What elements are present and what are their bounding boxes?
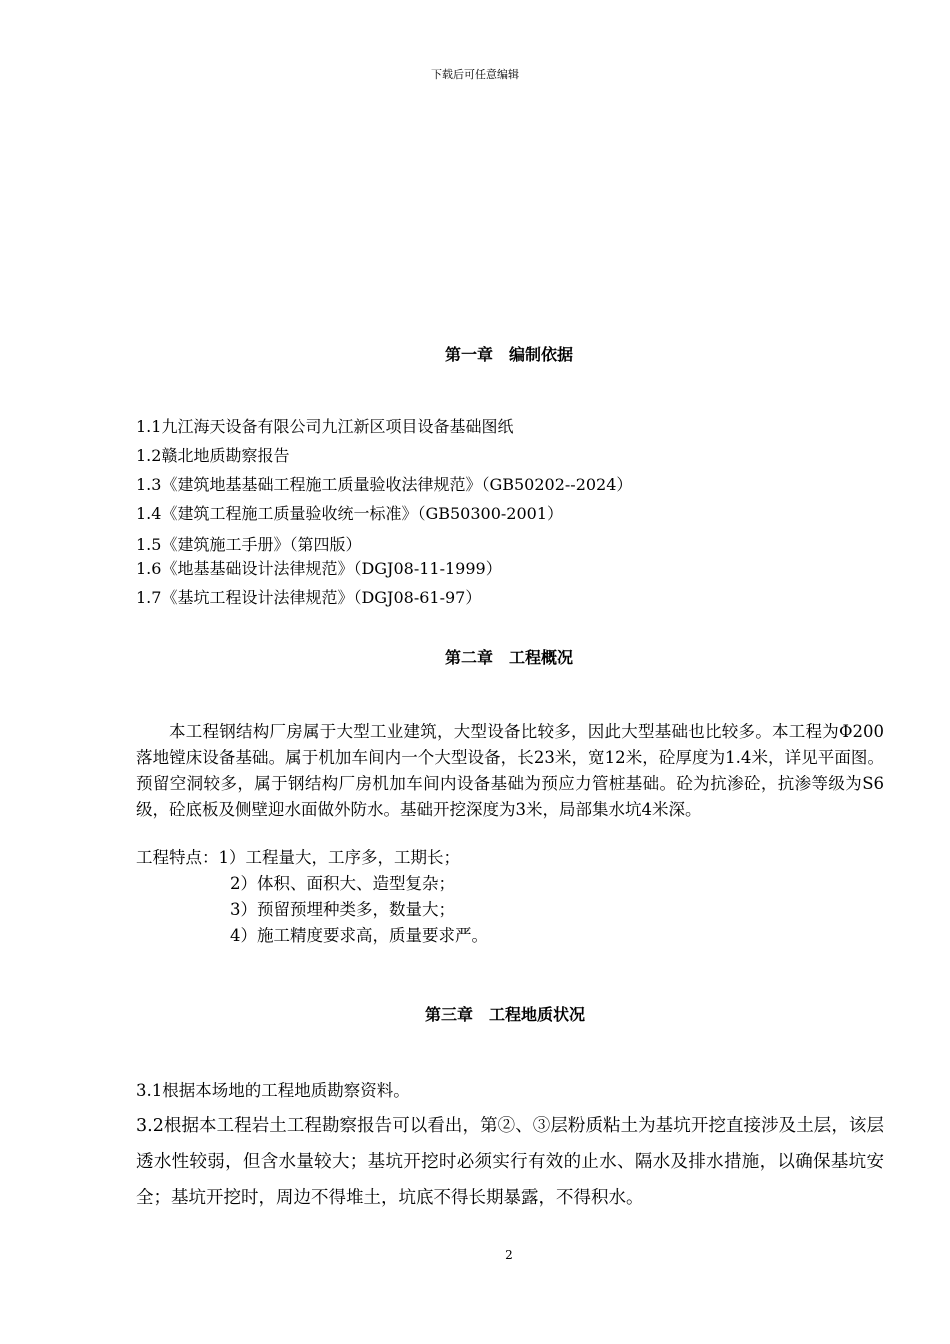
page-number: 2 xyxy=(505,1248,513,1262)
basis-item-4: 1.4《建筑工程施工质量验收统一标准》（GB50300-2001） xyxy=(136,504,564,523)
overview-paragraph: 本工程钢结构厂房属于大型工业建筑，大型设备比较多，因此大型基础也比较多。本工程为Φ200落地镗床设备基础。属于机加车间内一个大型设备，长23米，宽12米，砼厚度为1.4米，详见平面图。预留空洞较多，属于钢结构厂房机加车间内设备基础为预应力管桩基础。砼为抗渗砼，抗渗等级为S6级，砼底板及侧壁迎水面做外防水。基础开挖深度为3米，局部集水坑4米深。 xyxy=(136,722,884,819)
basis-item-5: 1.5《建筑施工手册》（第四版） xyxy=(136,535,362,554)
features-intro: 工程特点：1）工程量大，工序多，工期长； xyxy=(136,848,460,867)
basis-item-6: 1.6《地基基础设计法律规范》（DGJ08-11-1999） xyxy=(136,559,502,578)
basis-item-3: 1.3《建筑地基基础工程施工质量验收法律规范》（GB50202--2024） xyxy=(136,475,633,494)
feature-item-4: 4）施工精度要求高，质量要求严。 xyxy=(230,926,488,945)
geology-paragraph: 3.2根据本工程岩土工程勘察报告可以看出，第②、③层粉质粘土为基坑开挖直接涉及土层，该层透水性较弱，但含水量较大；基坑开挖时必须实行有效的止水、隔水及排水措施，以确保基坑安全；基坑开挖时，周边不得堆土，坑底不得长期暴露，不得积水。 xyxy=(136,1116,884,1208)
chapter-1-title: 第一章 编制依据 xyxy=(444,345,573,364)
feature-item-2: 2）体积、面积大、造型复杂； xyxy=(230,874,455,893)
basis-item-7: 1.7《基坑工程设计法律规范》（DGJ08-61-97） xyxy=(136,588,482,607)
chapter-3-title: 第三章 工程地质状况 xyxy=(424,1005,585,1024)
page-header: 下载后可任意编辑 xyxy=(431,68,519,81)
basis-item-1: 1.1九江海天设备有限公司九江新区项目设备基础图纸 xyxy=(136,417,514,436)
chapter-2-title: 第二章 工程概况 xyxy=(444,648,573,667)
basis-item-2: 1.2赣北地质勘察报告 xyxy=(136,446,290,465)
feature-item-3: 3）预留预埋种类多，数量大； xyxy=(230,900,455,919)
basis-list xyxy=(136,412,632,612)
geology-line-1: 3.1根据本场地的工程地质勘察资料。 xyxy=(136,1081,410,1100)
